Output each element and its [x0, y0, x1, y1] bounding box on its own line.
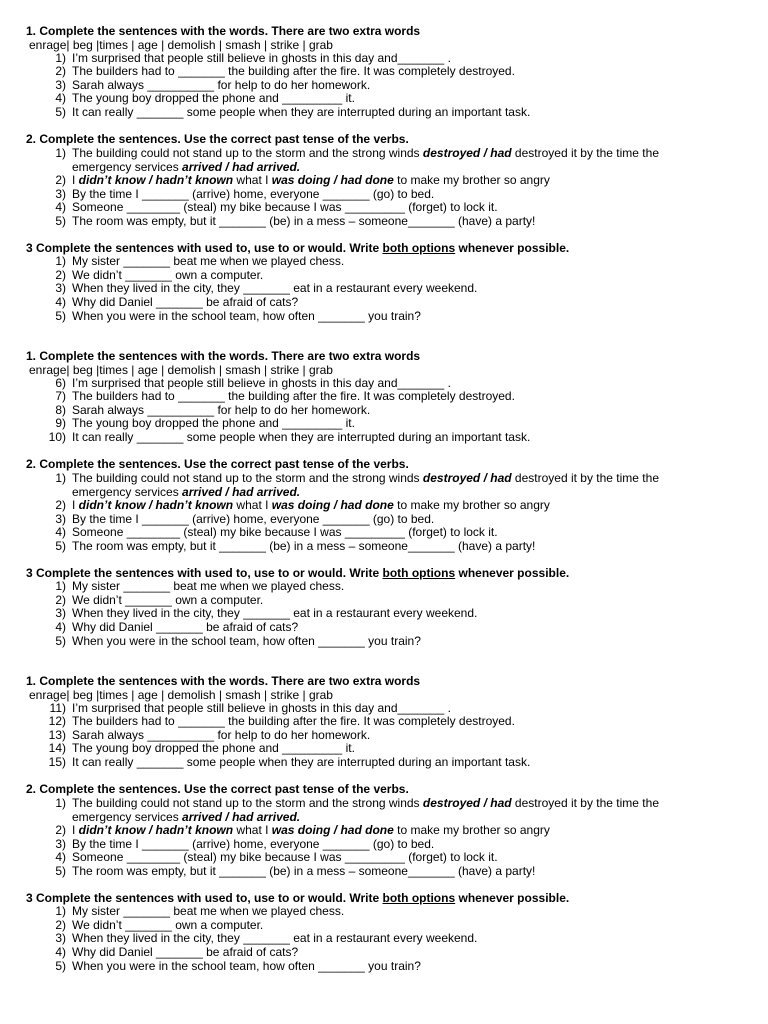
item-text-part: destroyed it by the time the emergency services	[72, 146, 659, 174]
section-1-heading: 1. Complete the sentences with the words. There are two extra words	[26, 674, 421, 688]
item-number: 5)	[55, 539, 66, 553]
item-text	[72, 499, 702, 513]
section-2-heading: 2. Complete the sentences. Use the correct past tense of the verbs.	[26, 132, 409, 146]
item-text-part: The building could not stand up to the storm and the strong winds	[72, 146, 423, 160]
item-text: Why did Daniel _______ be afraid of cats?	[72, 945, 299, 959]
verb-options: arrived / had arrived.	[182, 809, 301, 824]
heading-underlined-part: both options	[382, 891, 456, 905]
item-number: 14)	[48, 741, 66, 755]
item-text-part: to make my brother so angry	[393, 823, 550, 837]
item-number: 5)	[55, 959, 66, 973]
item-text: Someone ________ (steal) my bike because I was _________ (forget) to lock it.	[72, 525, 498, 539]
item-text: We didn’t _______ own a computer.	[72, 593, 264, 607]
item-number: 6)	[55, 376, 66, 390]
item-text-part: what I	[233, 498, 272, 512]
item-text: The young boy dropped the phone and _________ it.	[72, 741, 355, 755]
item-text-part: destroyed it by the time the emergency services	[72, 796, 659, 824]
item-text: When they lived in the city, they _______ eat in a restaurant every weekend.	[72, 281, 478, 295]
section-2-heading: 2. Complete the sentences. Use the correct past tense of the verbs.	[26, 457, 409, 471]
item-text: When you were in the school team, how often _______ you train?	[72, 959, 421, 973]
item-text: My sister _______ beat me when we played chess.	[72, 254, 345, 268]
item-text-part: to make my brother so angry	[393, 173, 550, 187]
heading-part: whenever possible.	[455, 566, 570, 580]
item-number: 4)	[55, 295, 66, 309]
item-text-part: The building could not stand up to the storm and the strong winds	[72, 796, 423, 810]
item-text: When you were in the school team, how often _______ you train?	[72, 309, 421, 323]
item-number: 4)	[55, 200, 66, 214]
item-text: Sarah always __________ for help to do her homework.	[72, 728, 371, 742]
item-number: 4)	[55, 525, 66, 539]
verb-options: didn’t know / hadn’t known	[78, 823, 234, 837]
item-number: 5)	[55, 634, 66, 648]
item-number: 8)	[55, 403, 66, 417]
verb-options: destroyed / had	[422, 796, 512, 810]
item-text: Sarah always __________ for help to do her homework.	[72, 78, 371, 92]
item-text: It can really _______ some people when they are interrupted during an important task.	[72, 105, 531, 119]
section-1-heading: 1. Complete the sentences with the words. There are two extra words	[26, 24, 421, 38]
item-number: 3)	[55, 187, 66, 201]
item-text: I’m surprised that people still believe in ghosts in this day and_______ .	[72, 701, 451, 715]
item-text: We didn’t _______ own a computer.	[72, 918, 264, 932]
item-text: Someone ________ (steal) my bike because I was _________ (forget) to lock it.	[72, 200, 498, 214]
heading-underlined-part: both options	[382, 566, 456, 580]
item-text	[72, 147, 702, 174]
item-text-part: I	[72, 498, 79, 512]
item-number: 3)	[55, 931, 66, 945]
item-text: Someone ________ (steal) my bike because I was _________ (forget) to lock it.	[72, 850, 498, 864]
item-text: The room was empty, but it _______ (be) in a mess – someone_______ (have) a party!	[72, 864, 536, 878]
item-text: When they lived in the city, they _______ eat in a restaurant every weekend.	[72, 606, 478, 620]
verb-options: destroyed / had	[422, 471, 512, 485]
item-text: The room was empty, but it _______ (be) in a mess – someone_______ (have) a party!	[72, 539, 536, 553]
item-text: By the time I _______ (arrive) home, everyone _______ (go) to bed.	[72, 187, 435, 201]
item-text: By the time I _______ (arrive) home, everyone _______ (go) to bed.	[72, 837, 435, 851]
item-text: The builders had to _______ the building after the fire. It was completely destroyed.	[72, 714, 515, 728]
item-number: 5)	[55, 864, 66, 878]
item-text: I’m surprised that people still believe in ghosts in this day and_______ .	[72, 51, 451, 65]
item-number: 2)	[55, 64, 66, 78]
item-number: 3)	[55, 281, 66, 295]
item-text: My sister _______ beat me when we played chess.	[72, 904, 345, 918]
verb-options: was doing / had done	[271, 173, 394, 187]
item-number: 2)	[55, 498, 66, 512]
item-number: 1)	[55, 254, 66, 268]
word-bank: enrage| beg |times | age | demolish | smash | strike | grab	[29, 38, 333, 52]
item-text: When you were in the school team, how often _______ you train?	[72, 634, 421, 648]
item-text: By the time I _______ (arrive) home, everyone _______ (go) to bed.	[72, 512, 435, 526]
item-number: 3)	[55, 837, 66, 851]
item-text: It can really _______ some people when they are interrupted during an important task.	[72, 755, 531, 769]
item-text: Sarah always __________ for help to do her homework.	[72, 403, 371, 417]
item-number: 2)	[55, 173, 66, 187]
item-number: 7)	[55, 389, 66, 403]
item-text-part: what I	[233, 823, 272, 837]
heading-underlined-part: both options	[382, 241, 456, 255]
item-text: Why did Daniel _______ be afraid of cats?	[72, 620, 299, 634]
verb-options: didn’t know / hadn’t known	[78, 173, 234, 187]
item-number: 2)	[55, 823, 66, 837]
item-number: 2)	[55, 268, 66, 282]
item-text	[72, 797, 702, 824]
item-number: 1)	[55, 904, 66, 918]
item-text-part: to make my brother so angry	[393, 498, 550, 512]
item-number: 1)	[55, 796, 66, 810]
item-number: 15)	[48, 755, 66, 769]
heading-part: 3 Complete the sentences with used to, use to or would. Write	[26, 891, 383, 905]
item-number: 4)	[55, 945, 66, 959]
section-2-heading: 2. Complete the sentences. Use the correct past tense of the verbs.	[26, 782, 409, 796]
item-number: 5)	[55, 105, 66, 119]
item-number: 3)	[55, 512, 66, 526]
word-bank: enrage| beg |times | age | demolish | smash | strike | grab	[29, 688, 333, 702]
verb-options: was doing / had done	[271, 823, 394, 837]
item-text	[72, 472, 702, 499]
item-text: When they lived in the city, they _______ eat in a restaurant every weekend.	[72, 931, 478, 945]
item-text: We didn’t _______ own a computer.	[72, 268, 264, 282]
verb-options: arrived / had arrived.	[182, 159, 301, 174]
item-number: 2)	[55, 593, 66, 607]
item-text: It can really _______ some people when they are interrupted during an important task.	[72, 430, 531, 444]
item-number: 2)	[55, 918, 66, 932]
item-number: 11)	[49, 701, 66, 715]
item-text: I’m surprised that people still believe in ghosts in this day and_______ .	[72, 376, 451, 390]
item-text-part: I	[72, 823, 79, 837]
item-number: 3)	[55, 606, 66, 620]
verb-options: destroyed / had	[422, 146, 512, 160]
item-number: 12)	[48, 714, 66, 728]
item-number: 1)	[55, 471, 66, 485]
item-number: 10)	[48, 430, 66, 444]
heading-part: 3 Complete the sentences with used to, use to or would. Write	[26, 241, 383, 255]
item-text-part: I	[72, 173, 79, 187]
item-number: 1)	[55, 579, 66, 593]
heading-part: whenever possible.	[455, 241, 570, 255]
section-1-heading: 1. Complete the sentences with the words. There are two extra words	[26, 349, 421, 363]
verb-options: was doing / had done	[271, 498, 394, 512]
item-text	[72, 824, 702, 838]
item-number: 13)	[48, 728, 66, 742]
item-number: 4)	[55, 850, 66, 864]
item-number: 3)	[55, 78, 66, 92]
verb-options: didn’t know / hadn’t known	[78, 498, 234, 512]
item-text	[72, 174, 702, 188]
item-number: 1)	[55, 51, 66, 65]
word-bank: enrage| beg |times | age | demolish | smash | strike | grab	[29, 363, 333, 377]
item-number: 9)	[55, 416, 66, 430]
item-text: The young boy dropped the phone and _________ it.	[72, 91, 355, 105]
item-text: The room was empty, but it _______ (be) in a mess – someone_______ (have) a party!	[72, 214, 536, 228]
item-text: The builders had to _______ the building after the fire. It was completely destroyed.	[72, 389, 515, 403]
item-text: My sister _______ beat me when we played chess.	[72, 579, 345, 593]
verb-options: arrived / had arrived.	[182, 484, 301, 499]
item-text: The young boy dropped the phone and _________ it.	[72, 416, 355, 430]
item-number: 4)	[55, 620, 66, 634]
item-text: The builders had to _______ the building after the fire. It was completely destroyed.	[72, 64, 515, 78]
item-number: 1)	[55, 146, 66, 160]
item-number: 5)	[55, 309, 66, 323]
item-text-part: what I	[233, 173, 272, 187]
item-text-part: destroyed it by the time the emergency services	[72, 471, 659, 499]
heading-part: 3 Complete the sentences with used to, use to or would. Write	[26, 566, 383, 580]
item-number: 5)	[55, 214, 66, 228]
item-number: 4)	[55, 91, 66, 105]
item-text: Why did Daniel _______ be afraid of cats?	[72, 295, 299, 309]
item-text-part: The building could not stand up to the storm and the strong winds	[72, 471, 423, 485]
heading-part: whenever possible.	[455, 891, 570, 905]
